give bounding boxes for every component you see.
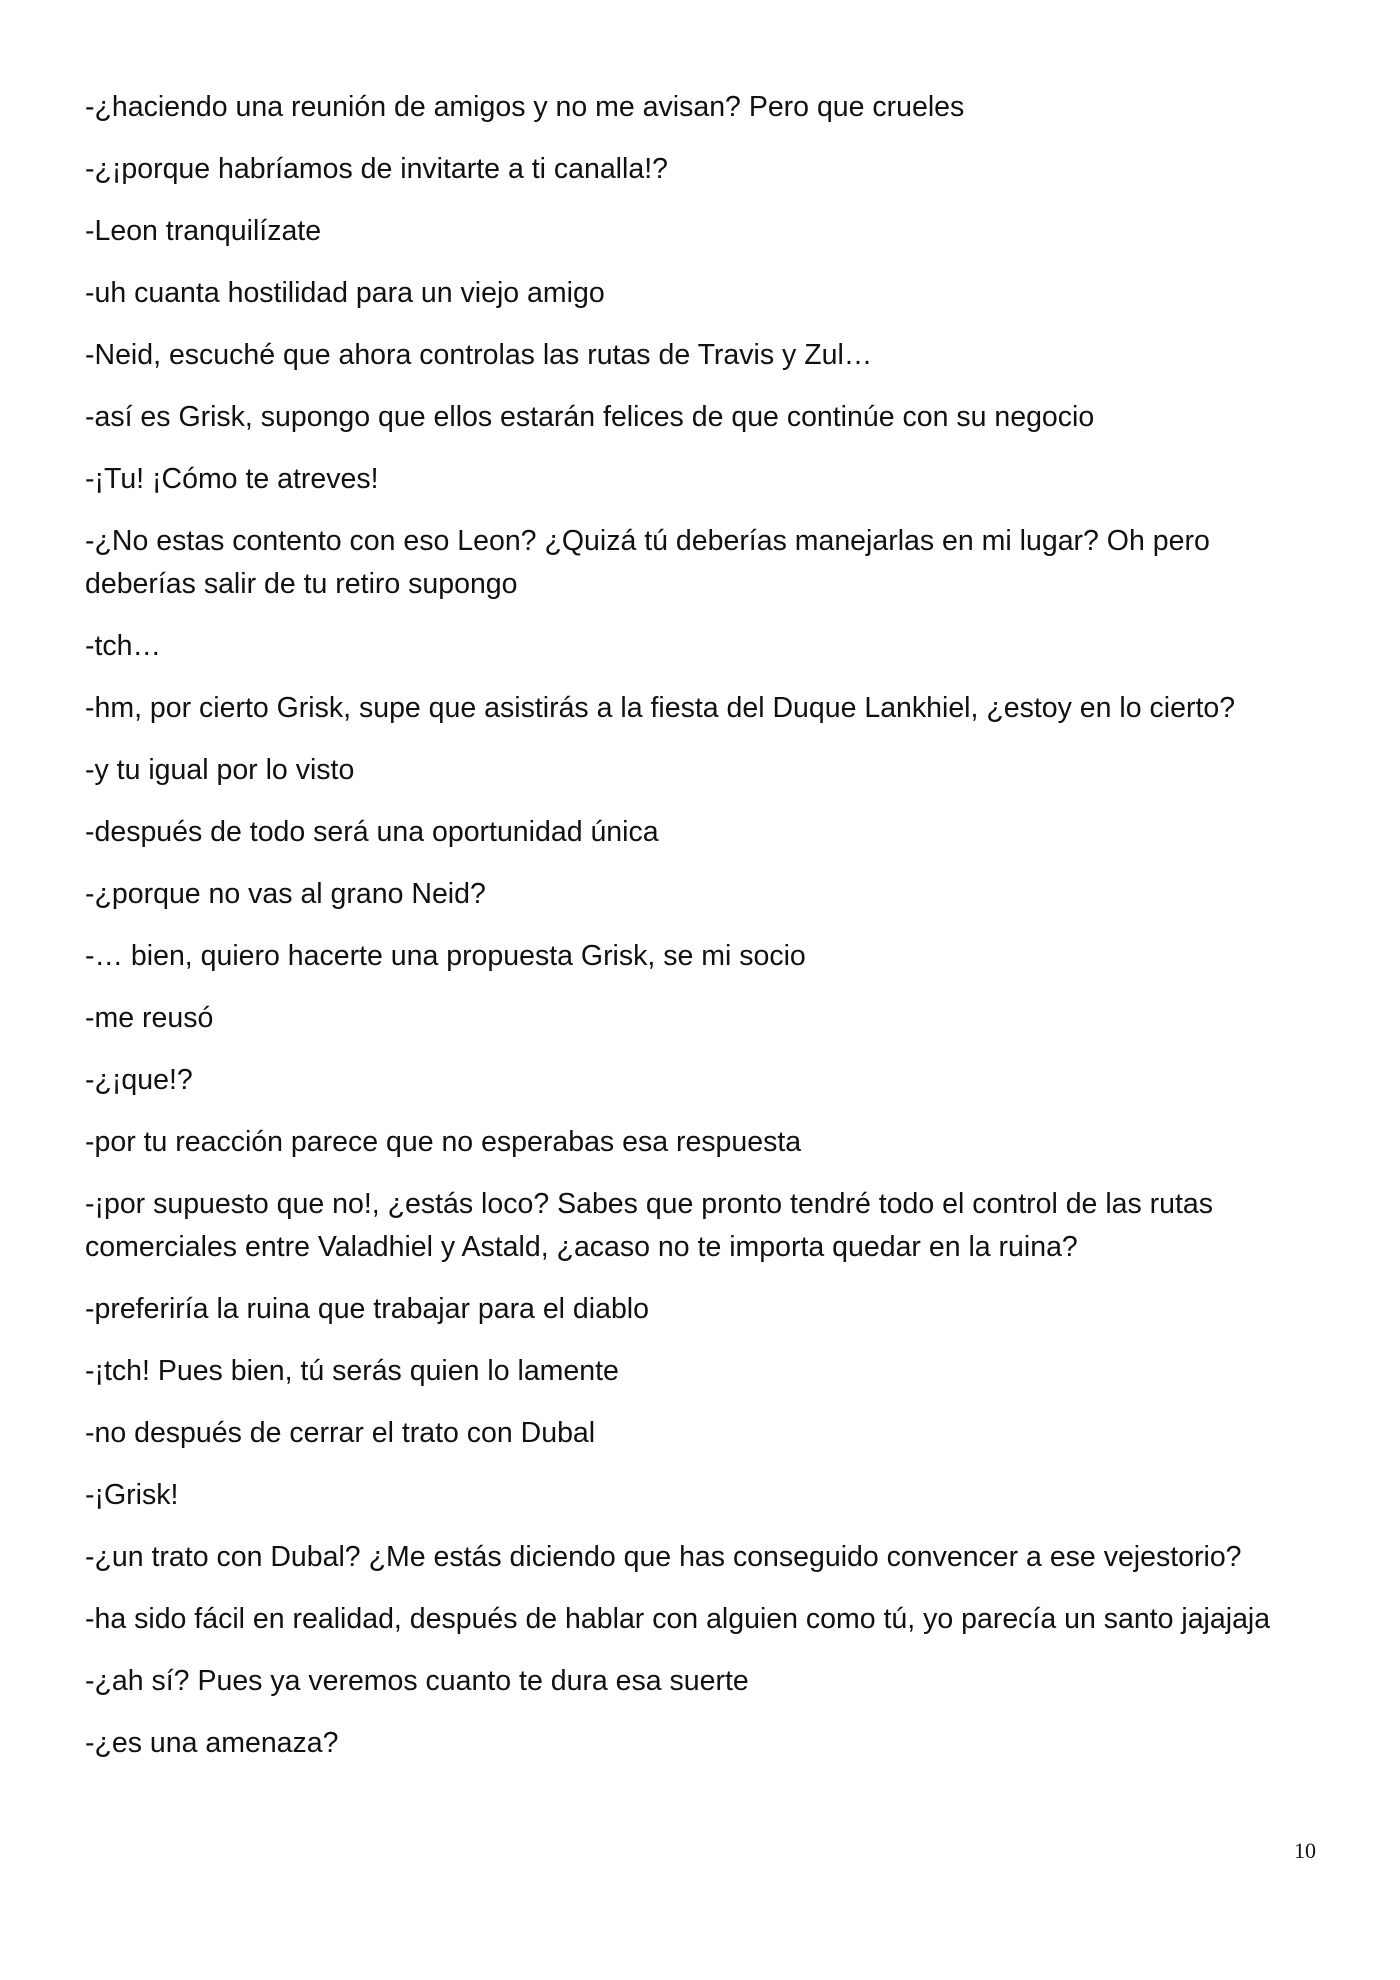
dialogue-line: -¿porque no vas al grano Neid? bbox=[85, 878, 486, 910]
dialogue-line: -¿ah sí? Pues ya veremos cuanto te dura esa suerte bbox=[85, 1665, 749, 1697]
dialogue-line: -¿un trato con Dubal? ¿Me estás diciendo que has conseguido convencer a ese vejestorio? bbox=[85, 1541, 1242, 1573]
dialogue-line: -tch… bbox=[85, 630, 162, 662]
dialogue-line: -¡Grisk! bbox=[85, 1479, 179, 1511]
page-number: 10 bbox=[1294, 1838, 1316, 1863]
dialogue-line: -¿No estas contento con eso Leon? ¿Quizá tú deberías manejarlas en mi lugar? Oh pero deberías salir de tu retiro supongo bbox=[85, 525, 1210, 600]
dialogue-line: -uh cuanta hostilidad para un viejo amigo bbox=[85, 277, 605, 309]
dialogue-line: -así es Grisk, supongo que ellos estarán felices de que continúe con su negocio bbox=[85, 401, 1095, 433]
dialogue-line: -¡Tu! ¡Cómo te atreves! bbox=[85, 463, 379, 495]
dialogue-line: -¡por supuesto que no!, ¿estás loco? Sabes que pronto tendré todo el control de las rutas comerciales entre Valadhiel y Astald, ¿acaso no te importa quedar en la ruina? bbox=[85, 1188, 1214, 1263]
dialogue-line: -Neid, escuché que ahora controlas las rutas de Travis y Zul… bbox=[85, 339, 873, 371]
dialogue-line: -¿es una amenaza? bbox=[85, 1727, 339, 1759]
dialogue-line: -hm, por cierto Grisk, supe que asistirás a la fiesta del Duque Lankhiel, ¿estoy en lo cierto? bbox=[85, 692, 1236, 724]
dialogue-line: -no después de cerrar el trato con Dubal bbox=[85, 1417, 596, 1449]
dialogue-line: -me reusó bbox=[85, 1002, 214, 1034]
dialogue-line: -y tu igual por lo visto bbox=[85, 754, 355, 786]
dialogue-line: -¿haciendo una reunión de amigos y no me avisan? Pero que crueles bbox=[85, 91, 965, 123]
dialogue-text bbox=[85, 86, 1325, 1784]
dialogue-line: -ha sido fácil en realidad, después de hablar con alguien como tú, yo parecía un santo jajajaja bbox=[85, 1603, 1271, 1635]
dialogue-line: -por tu reacción parece que no esperabas esa respuesta bbox=[85, 1126, 802, 1158]
dialogue-line: -Leon tranquilízate bbox=[85, 215, 322, 247]
dialogue-line: -¡tch! Pues bien, tú serás quien lo lamente bbox=[85, 1355, 619, 1387]
dialogue-line: -preferiría la ruina que trabajar para el diablo bbox=[85, 1293, 649, 1325]
dialogue-line: -… bien, quiero hacerte una propuesta Grisk, se mi socio bbox=[85, 940, 806, 972]
dialogue-line: -después de todo será una oportunidad única bbox=[85, 816, 659, 848]
dialogue-line: -¿¡que!? bbox=[85, 1064, 193, 1096]
dialogue-line: -¿¡porque habríamos de invitarte a ti canalla!? bbox=[85, 153, 668, 185]
